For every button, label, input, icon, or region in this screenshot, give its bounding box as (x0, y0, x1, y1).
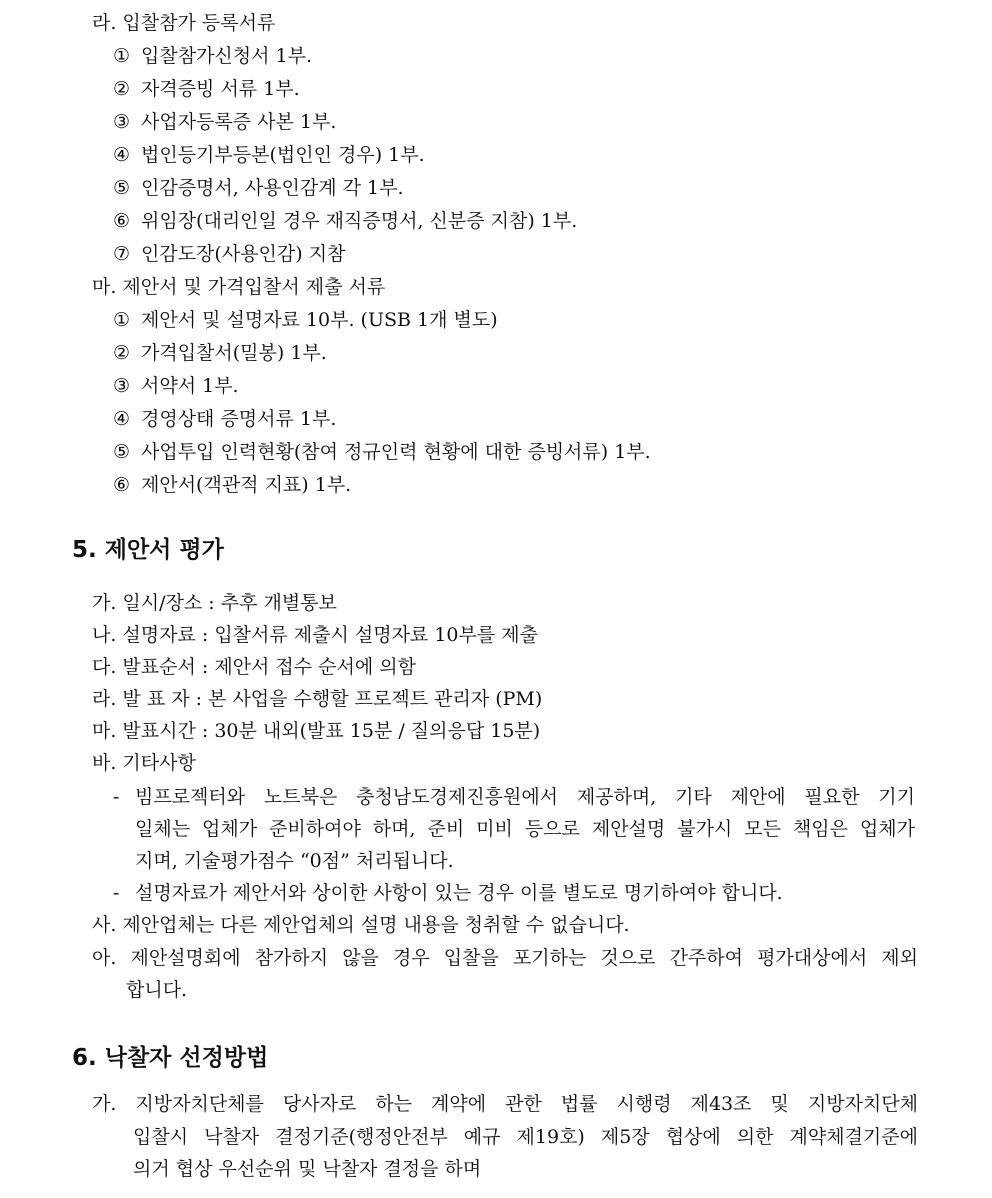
item-text: 인감증명서, 사용인감계 각 1부. (141, 177, 404, 199)
item-text: 제안서(객관적 지표) 1부. (141, 474, 352, 496)
list-item (113, 109, 336, 135)
list-item: 다. 발표순서 : 제안서 접수 순서에 의함 (92, 656, 416, 678)
list-item (113, 208, 577, 234)
item-text: 입찰참가신청서 1부. (141, 45, 312, 67)
list-item (113, 142, 425, 168)
item-text: 사업투입 인력현황(참여 정규인력 현황에 대한 증빙서류) 1부. (141, 441, 651, 463)
item-number: ② (113, 342, 131, 364)
list-item (113, 373, 239, 399)
item-number: ⑦ (113, 243, 131, 265)
list-item: 아. 제안설명회에 참가하지 않을 경우 입찰을 포기하는 것으로 간주하여 평가대상에서 제외 (92, 947, 918, 969)
item-text: 사업자등록증 사본 1부. (141, 111, 337, 133)
item-text: 가격입찰서(밀봉) 1부. (141, 342, 327, 364)
item-number: ① (113, 309, 131, 331)
item-text: 경영상태 증명서류 1부. (141, 408, 337, 430)
list-item (113, 472, 351, 498)
list-item: 마. 발표시간 : 30분 내외(발표 15분 / 질의응답 15분) (92, 720, 541, 742)
item-number: ④ (113, 408, 131, 430)
list-item: 가. 일시/장소 : 추후 개별통보 (92, 592, 337, 614)
bullet-text: 설명자료가 제안서와 상이한 사항이 있는 경우 이를 별도로 명기하여야 합니다. (135, 882, 783, 904)
item-number: ④ (113, 144, 131, 166)
section-title-5: 5. 제안서 평가 (72, 537, 224, 563)
item-number: ③ (113, 375, 131, 397)
item-number: ⑥ (113, 474, 131, 496)
item-number: ② (113, 78, 131, 100)
item-text: 인감도장(사용인감) 지참 (141, 243, 346, 265)
subsection-heading-ra: 라. 입찰참가 등록서류 (92, 12, 276, 34)
list-item: 라. 발 표 자 : 본 사업을 수행할 프로젝트 관리자 (PM) (92, 688, 543, 710)
item-number: ⑥ (113, 210, 131, 232)
item-text: 제안서 및 설명자료 10부. (USB 1개 별도) (141, 309, 498, 331)
item-number: ⑤ (113, 177, 131, 199)
item-text: 자격증빙 서류 1부. (141, 78, 300, 100)
item-number: ① (113, 45, 131, 67)
list-item (113, 340, 327, 366)
section-title-6: 6. 낙찰자 선정방법 (72, 1045, 269, 1071)
list-item-continuation: 의거 협상 우선순위 및 낙찰자 결정을 하며 (133, 1158, 482, 1180)
bullet-dash: - (113, 786, 120, 808)
list-item: 가. 지방자치단체를 당사자로 하는 계약에 관한 법률 시행령 제43조 및 지방자치단체 (92, 1093, 918, 1115)
bullet-text: 지며, 기술평가점수 “0점” 처리됩니다. (135, 850, 454, 872)
list-item (113, 307, 498, 333)
list-item: 나. 설명자료 : 입찰서류 제출시 설명자료 10부를 제출 (92, 624, 538, 646)
list-item (113, 175, 404, 201)
list-item (113, 406, 336, 432)
list-item-continuation: 입찰시 낙찰자 결정기준(행정안전부 예규 제19호) 제5장 협상에 의한 계약체결기준에 (133, 1126, 918, 1148)
bullet-dash: - (113, 882, 120, 904)
list-item-continuation: 합니다. (126, 979, 188, 1001)
item-number: ⑤ (113, 441, 131, 463)
item-text: 서약서 1부. (141, 375, 239, 397)
list-item (113, 76, 300, 102)
list-item (113, 439, 651, 465)
item-text: 위임장(대리인일 경우 재직증명서, 신분증 지참) 1부. (141, 210, 578, 232)
list-item (113, 241, 345, 267)
subsection-heading-ma: 마. 제안서 및 가격입찰서 제출 서류 (92, 276, 386, 298)
item-text: 법인등기부등본(법인인 경우) 1부. (141, 144, 425, 166)
list-item: 바. 기타사항 (92, 752, 196, 774)
bullet-text: 빔프로젝터와 노트북은 충청남도경제진흥원에서 제공하며, 기타 제안에 필요한 기기 (135, 786, 915, 808)
list-item: 사. 제안업체는 다른 제안업체의 설명 내용을 청취할 수 없습니다. (92, 914, 630, 936)
bullet-text: 일체는 업체가 준비하여야 하며, 준비 미비 등으로 제안설명 불가시 모든 책임은 업체가 (135, 818, 915, 840)
list-item (113, 43, 312, 69)
item-number: ③ (113, 111, 131, 133)
